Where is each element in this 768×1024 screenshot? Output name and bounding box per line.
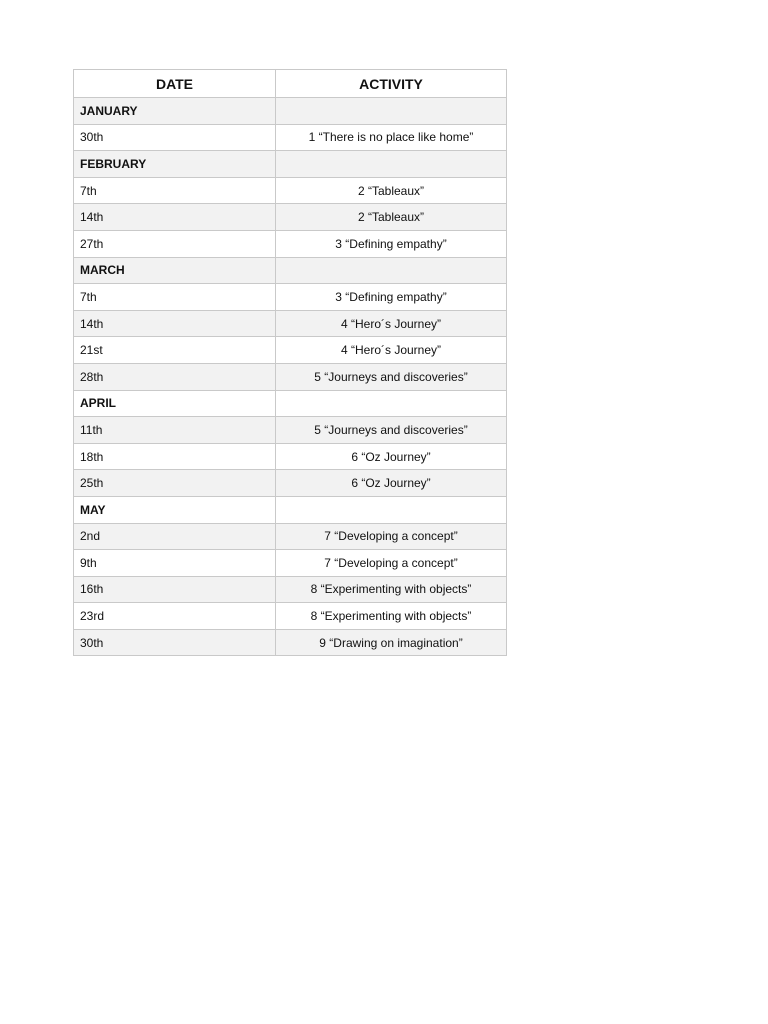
activity-cell	[276, 98, 507, 125]
activity-cell: 4 “Hero´s Journey”	[276, 310, 507, 337]
month-label: FEBRUARY	[74, 151, 276, 178]
table-row	[74, 523, 507, 550]
activity-cell: 9 “Drawing on imagination”	[276, 629, 507, 656]
table-row	[74, 550, 507, 577]
table-row	[74, 310, 507, 337]
table-row	[74, 363, 507, 390]
activity-cell: 8 “Experimenting with objects”	[276, 576, 507, 603]
activity-cell: 5 “Journeys and discoveries”	[276, 363, 507, 390]
activity-cell: 1 “There is no place like home”	[276, 124, 507, 151]
table-row	[74, 177, 507, 204]
activity-cell: 6 “Oz Journey”	[276, 443, 507, 470]
date-cell: 25th	[74, 470, 276, 497]
month-label: JANUARY	[74, 98, 276, 125]
date-cell: 21st	[74, 337, 276, 364]
month-row	[74, 151, 507, 178]
date-cell: 16th	[74, 576, 276, 603]
table-row	[74, 470, 507, 497]
date-cell: 11th	[74, 417, 276, 444]
header-row	[74, 70, 507, 98]
activity-cell	[276, 496, 507, 523]
date-cell: 27th	[74, 230, 276, 257]
activity-cell	[276, 151, 507, 178]
month-row	[74, 257, 507, 284]
activity-column-header: ACTIVITY	[276, 70, 507, 98]
table-body	[74, 98, 507, 656]
date-cell: 28th	[74, 363, 276, 390]
table-header	[74, 70, 507, 98]
activity-cell: 2 “Tableaux”	[276, 177, 507, 204]
table-row	[74, 443, 507, 470]
date-cell: 14th	[74, 204, 276, 231]
month-label: APRIL	[74, 390, 276, 417]
activity-cell: 4 “Hero´s Journey”	[276, 337, 507, 364]
month-label: MARCH	[74, 257, 276, 284]
table-row	[74, 124, 507, 151]
table-row	[74, 629, 507, 656]
activity-cell: 3 “Defining empathy”	[276, 284, 507, 311]
date-cell: 30th	[74, 629, 276, 656]
activity-cell: 5 “Journeys and discoveries”	[276, 417, 507, 444]
table-row	[74, 337, 507, 364]
table-row	[74, 230, 507, 257]
activity-cell: 8 “Experimenting with objects”	[276, 603, 507, 630]
month-label: MAY	[74, 496, 276, 523]
activity-cell	[276, 257, 507, 284]
activity-cell	[276, 390, 507, 417]
table-row	[74, 284, 507, 311]
date-cell: 7th	[74, 284, 276, 311]
month-row	[74, 98, 507, 125]
date-cell: 9th	[74, 550, 276, 577]
table-row	[74, 417, 507, 444]
date-cell: 14th	[74, 310, 276, 337]
month-row	[74, 390, 507, 417]
activity-cell: 3 “Defining empathy”	[276, 230, 507, 257]
activity-cell: 2 “Tableaux”	[276, 204, 507, 231]
date-cell: 2nd	[74, 523, 276, 550]
activity-cell: 7 “Developing a concept”	[276, 550, 507, 577]
date-column-header: DATE	[74, 70, 276, 98]
date-cell: 23rd	[74, 603, 276, 630]
date-cell: 30th	[74, 124, 276, 151]
table-row	[74, 603, 507, 630]
activity-cell: 6 “Oz Journey”	[276, 470, 507, 497]
date-cell: 7th	[74, 177, 276, 204]
date-cell: 18th	[74, 443, 276, 470]
month-row	[74, 496, 507, 523]
schedule-table	[73, 69, 507, 656]
table-row	[74, 204, 507, 231]
activity-cell: 7 “Developing a concept”	[276, 523, 507, 550]
table-row	[74, 576, 507, 603]
